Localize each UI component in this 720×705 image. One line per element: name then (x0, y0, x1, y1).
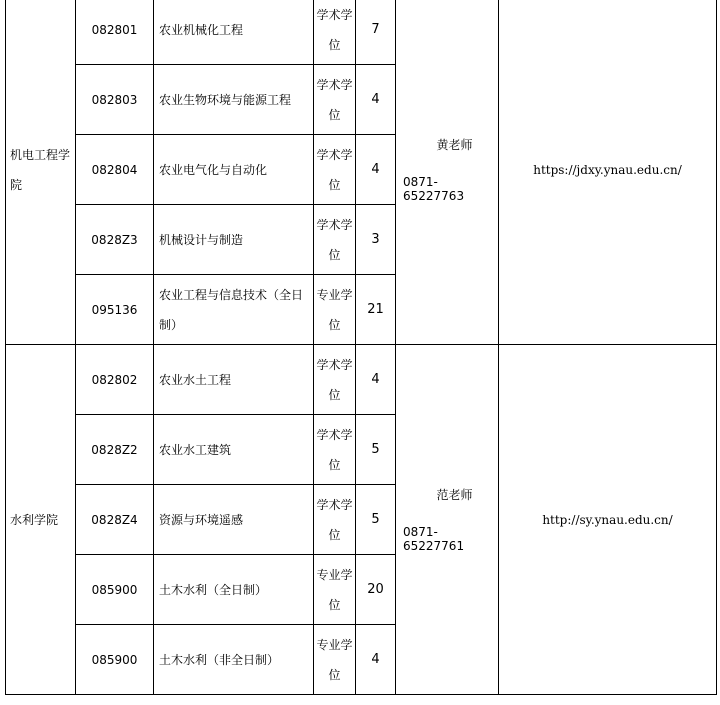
degree-type: 学术学位 (314, 415, 356, 485)
degree-type: 专业学位 (314, 625, 356, 695)
enrollment-count: 4 (356, 345, 396, 415)
major-name: 土木水利（全日制） (154, 555, 314, 625)
degree-type: 学术学位 (314, 205, 356, 275)
college-website-link[interactable]: http://sy.ynau.edu.cn/ (499, 345, 717, 695)
major-code: 082803 (76, 65, 154, 135)
major-code: 0828Z2 (76, 415, 154, 485)
major-name: 机械设计与制造 (154, 205, 314, 275)
enrollment-count: 4 (356, 65, 396, 135)
college-name: 机电工程学院 (6, 0, 76, 345)
enrollment-count: 5 (356, 415, 396, 485)
contact-name: 黄老师 (436, 138, 473, 152)
major-name: 资源与环境遥感 (154, 485, 314, 555)
contact-phone: 0871-65227761 (403, 525, 465, 553)
degree-type: 学术学位 (314, 65, 356, 135)
degree-type: 学术学位 (314, 485, 356, 555)
table-row (6, 0, 717, 65)
college-name: 水利学院 (6, 345, 76, 695)
major-code: 0828Z4 (76, 485, 154, 555)
degree-type: 学术学位 (314, 135, 356, 205)
major-name: 农业电气化与自动化 (154, 135, 314, 205)
degree-type: 专业学位 (314, 275, 356, 345)
major-code: 082804 (76, 135, 154, 205)
contact-phone: 0871-65227763 (403, 175, 465, 203)
contact-cell (396, 345, 499, 695)
major-code: 095136 (76, 275, 154, 345)
degree-type: 学术学位 (314, 345, 356, 415)
enrollment-count: 4 (356, 135, 396, 205)
enrollment-table (5, 0, 717, 695)
contact-name: 范老师 (436, 488, 473, 502)
enrollment-count: 3 (356, 205, 396, 275)
college-website-link[interactable]: https://jdxy.ynau.edu.cn/ (499, 0, 717, 345)
degree-type: 专业学位 (314, 555, 356, 625)
enrollment-count: 20 (356, 555, 396, 625)
degree-type: 学术学位 (314, 0, 356, 65)
enrollment-count: 7 (356, 0, 396, 65)
table-row (6, 345, 717, 415)
major-name: 农业机械化工程 (154, 0, 314, 65)
major-code: 085900 (76, 625, 154, 695)
major-code: 082801 (76, 0, 154, 65)
enrollment-count: 5 (356, 485, 396, 555)
major-name: 农业工程与信息技术（全日制） (154, 275, 314, 345)
major-name: 农业水土工程 (154, 345, 314, 415)
enrollment-count: 21 (356, 275, 396, 345)
major-code: 0828Z3 (76, 205, 154, 275)
major-code: 082802 (76, 345, 154, 415)
major-code: 085900 (76, 555, 154, 625)
major-name: 土木水利（非全日制） (154, 625, 314, 695)
enrollment-count: 4 (356, 625, 396, 695)
contact-cell (396, 0, 499, 345)
major-name: 农业生物环境与能源工程 (154, 65, 314, 135)
major-name: 农业水工建筑 (154, 415, 314, 485)
